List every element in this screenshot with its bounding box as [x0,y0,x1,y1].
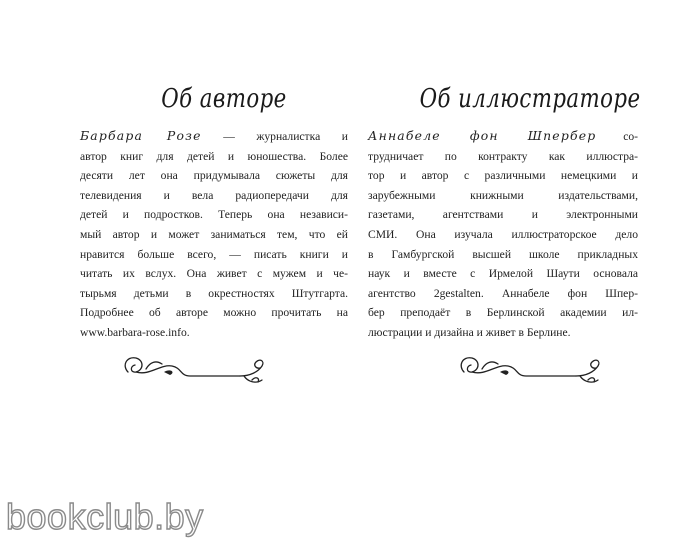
illustrator-bio-line: тор и автор с различными немецкими и [368,169,638,183]
author-bio-line: читать их вслух. Она живет с мужем и че- [80,267,348,281]
flourish-ornament-icon [456,342,606,388]
author-bio [80,126,348,343]
author-bio-line: Подробнее об авторе можно прочитать на [80,306,348,320]
illustrator-bio-line: трудничает по контракту как иллюстра- [368,149,638,163]
author-bio-line: телевидения и вела радиопередачи для [80,188,348,202]
author-bio-line: десяти лет она придумывала сюжеты для [80,169,348,183]
site-watermark: bookclub.by [6,496,204,537]
author-bio-line: детей и подростков. Теперь она независи- [80,208,348,222]
illustrator-bio-line: зарубежными книжными издательствами, [368,188,638,202]
illustrator-bio [368,126,638,343]
illustrator-bio-line: агентство 2gestalten. Аннабеле фон Шпер- [368,286,638,300]
illustrator-bio-line: СМИ. Она изучала иллюстраторское дело [368,227,638,241]
author-bio-line: тырьмя детьми в окрестностях Штутгарта. [80,286,348,300]
flourish-ornament-icon [120,342,270,388]
author-heading: Об авторе [161,84,287,114]
author-bio-line: Барбара Розе — журналистка и [80,128,349,143]
illustrator-bio-line: Аннабеле фон Шпербер со- [368,128,638,143]
illustrator-bio-line: наук и вместе с Ирмелой Шаути основала [368,267,638,281]
author-website-line: www.barbara-rose.info. [80,325,190,339]
illustrator-name: Аннабеле фон Шпербер [368,128,597,143]
author-bio-line: мый автор и может заниматься тем, что ей [80,227,348,241]
illustrator-heading: Об иллюстраторе [419,84,641,114]
illustrator-bio-line: бер преподаёт в Берлинской академии ил- [368,306,638,320]
illustrator-bio-line: газетами, агентствами и электронными [368,208,638,222]
author-bio-line: автор книг для детей и юношества. Более [80,149,348,163]
author-name: Барбара Розе [80,128,202,143]
illustrator-bio-line: в Гамбургской высшей школе прикладных [368,247,638,261]
illustrator-bio-line: люстрации и дизайна и живет в Берлине. [368,325,571,339]
author-bio-line: нравится больше всего, — писать книги и [80,247,348,261]
